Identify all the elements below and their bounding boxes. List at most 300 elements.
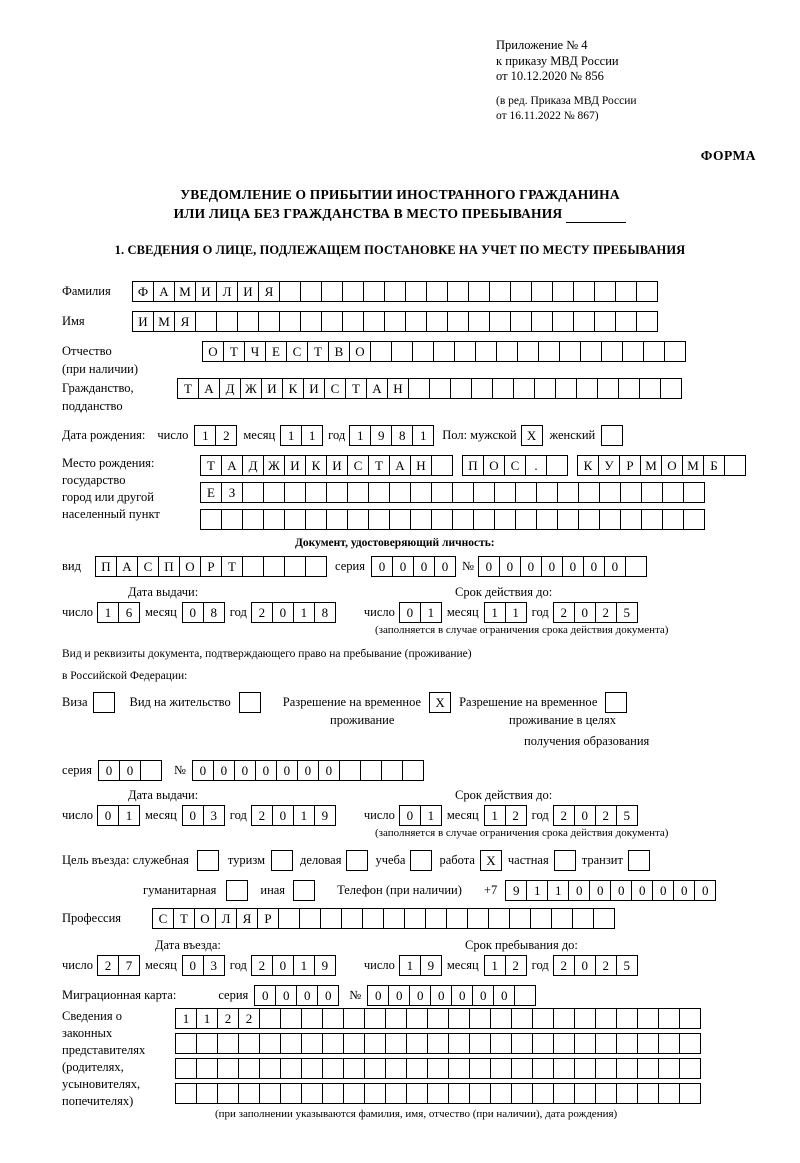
patronymic-cell-1[interactable]: О	[202, 341, 224, 362]
migration-number-cell-7[interactable]: 0	[493, 985, 515, 1006]
citizenship-cell-8[interactable]: С	[324, 378, 346, 399]
legal-reps-r2-cell-14[interactable]	[448, 1033, 470, 1054]
legal-reps-r2-cell-9[interactable]	[343, 1033, 365, 1054]
surname-cell-5[interactable]: Л	[216, 281, 238, 302]
entry-day-cell-2[interactable]: 7	[118, 955, 140, 976]
stay-number-cell-5[interactable]: 0	[276, 760, 298, 781]
stay-number-cell-6[interactable]: 0	[297, 760, 319, 781]
identity-valid-year-cell-2[interactable]: 0	[574, 602, 596, 623]
legal-reps-r3-cell-12[interactable]	[406, 1058, 428, 1079]
surname-cell-3[interactable]: М	[174, 281, 196, 302]
birthdate-day-input[interactable]	[194, 425, 237, 446]
birthplace-city-cell-8[interactable]	[724, 455, 746, 476]
patronymic-cell-11[interactable]	[412, 341, 434, 362]
identity-issue-day-cell-1[interactable]: 1	[97, 602, 119, 623]
birthplace-row2-cell-10[interactable]	[389, 482, 411, 503]
profession-cell-4[interactable]: Л	[215, 908, 237, 929]
stay-month-cell-1[interactable]: 1	[484, 955, 506, 976]
legal-reps-r3-cell-18[interactable]	[532, 1058, 554, 1079]
legal-reps-r2-cell-13[interactable]	[427, 1033, 449, 1054]
legal-reps-r2-cell-5[interactable]	[259, 1033, 281, 1054]
legal-reps-r4-cell-18[interactable]	[532, 1083, 554, 1104]
stay-issue-year-cell-3[interactable]: 1	[293, 805, 315, 826]
stay-valid-day-cell-2[interactable]: 1	[420, 805, 442, 826]
identity-issue-year-cell-2[interactable]: 0	[272, 602, 294, 623]
legal-reps-r4-cell-22[interactable]	[616, 1083, 638, 1104]
sd-issue-day-input[interactable]	[97, 805, 140, 826]
birthplace-row-1-input[interactable]	[200, 455, 746, 476]
phone-cell-6[interactable]: 0	[610, 880, 632, 901]
profession-cell-5[interactable]: Я	[236, 908, 258, 929]
surname-cell-24[interactable]	[615, 281, 637, 302]
citizenship-cell-9[interactable]: Т	[345, 378, 367, 399]
name-cell-18[interactable]	[489, 311, 511, 332]
birthplace-row3-cell-18[interactable]	[557, 509, 579, 530]
surname-cell-7[interactable]: Я	[258, 281, 280, 302]
citizenship-cell-7[interactable]: И	[303, 378, 325, 399]
birthplace-state-cell-11[interactable]: Н	[410, 455, 432, 476]
birthplace-row3-cell-2[interactable]	[221, 509, 243, 530]
legal-reps-r1-cell-4[interactable]: 2	[238, 1008, 260, 1029]
birthplace-city-cell-2[interactable]: У	[598, 455, 620, 476]
birthplace-row3-cell-23[interactable]	[662, 509, 684, 530]
stay-valid-month-cell-1[interactable]: 1	[484, 805, 506, 826]
legal-reps-r2-cell-15[interactable]	[469, 1033, 491, 1054]
stay-day-cell-2[interactable]: 9	[420, 955, 442, 976]
name-cell-17[interactable]	[468, 311, 490, 332]
legal-reps-r1-cell-3[interactable]: 2	[217, 1008, 239, 1029]
legal-reps-r2-cell-7[interactable]	[301, 1033, 323, 1054]
legal-reps-r2-cell-23[interactable]	[637, 1033, 659, 1054]
legal-reps-r4-cell-19[interactable]	[553, 1083, 575, 1104]
purpose-private-checkbox[interactable]	[554, 850, 576, 871]
profession-cell-9[interactable]	[320, 908, 342, 929]
birthplace-row3-cell-22[interactable]	[641, 509, 663, 530]
stay-number-cell-3[interactable]: 0	[234, 760, 256, 781]
phone-cell-9[interactable]: 0	[673, 880, 695, 901]
legal-reps-r1-cell-21[interactable]	[595, 1008, 617, 1029]
birthplace-type-cell-3[interactable]: С	[504, 455, 526, 476]
legal-reps-r1-cell-17[interactable]	[511, 1008, 533, 1029]
legal-reps-r4-cell-21[interactable]	[595, 1083, 617, 1104]
name-cell-6[interactable]	[237, 311, 259, 332]
birthplace-row3-cell-6[interactable]	[305, 509, 327, 530]
legal-reps-r2-cell-4[interactable]	[238, 1033, 260, 1054]
identity-type-cell-3[interactable]: С	[137, 556, 159, 577]
patronymic-cell-8[interactable]: О	[349, 341, 371, 362]
legal-reps-r4-cell-2[interactable]	[196, 1083, 218, 1104]
birthplace-row2-cell-7[interactable]	[326, 482, 348, 503]
birthplace-type-cell-5[interactable]	[546, 455, 568, 476]
surname-cell-16[interactable]	[447, 281, 469, 302]
patronymic-cell-20[interactable]	[601, 341, 623, 362]
profession-cell-1[interactable]: С	[152, 908, 174, 929]
birthplace-row3-cell-5[interactable]	[284, 509, 306, 530]
name-cell-13[interactable]	[384, 311, 406, 332]
legal-reps-row-4-input[interactable]	[175, 1083, 701, 1104]
purpose-study-checkbox[interactable]	[410, 850, 432, 871]
entry-month-cell-2[interactable]: 3	[203, 955, 225, 976]
stay-number-cell-1[interactable]: 0	[192, 760, 214, 781]
birthdate-year-cell-2[interactable]: 9	[370, 425, 392, 446]
migration-series-cell-3[interactable]: 0	[296, 985, 318, 1006]
migration-card-series-input[interactable]	[254, 985, 339, 1006]
birthplace-row2-cell-17[interactable]	[536, 482, 558, 503]
migration-card-number-input[interactable]	[367, 985, 536, 1006]
stay-series-cell-1[interactable]: 0	[98, 760, 120, 781]
surname-cell-8[interactable]	[279, 281, 301, 302]
birthplace-row3-cell-9[interactable]	[368, 509, 390, 530]
identity-type-cell-4[interactable]: П	[158, 556, 180, 577]
identity-number-cell-4[interactable]: 0	[541, 556, 563, 577]
birthplace-state-cell-8[interactable]: С	[347, 455, 369, 476]
birthplace-city-cell-4[interactable]: М	[640, 455, 662, 476]
identity-type-cell-11[interactable]	[305, 556, 327, 577]
stay-issue-month-cell-2[interactable]: 3	[203, 805, 225, 826]
surname-cell-13[interactable]	[384, 281, 406, 302]
surname-cell-17[interactable]	[468, 281, 490, 302]
birthplace-type-cell-2[interactable]: О	[483, 455, 505, 476]
legal-reps-r3-cell-21[interactable]	[595, 1058, 617, 1079]
stay-month-cell-2[interactable]: 2	[505, 955, 527, 976]
legal-reps-r2-cell-17[interactable]	[511, 1033, 533, 1054]
legal-reps-row-1-input[interactable]	[175, 1008, 701, 1029]
stay-issue-year-cell-2[interactable]: 0	[272, 805, 294, 826]
legal-reps-r3-cell-11[interactable]	[385, 1058, 407, 1079]
identity-doc-series-input[interactable]	[371, 556, 456, 577]
migration-series-cell-2[interactable]: 0	[275, 985, 297, 1006]
surname-input[interactable]	[132, 281, 658, 302]
phone-cell-5[interactable]: 0	[589, 880, 611, 901]
identity-number-cell-7[interactable]: 0	[604, 556, 626, 577]
stay-number-cell-11[interactable]	[402, 760, 424, 781]
entry-year-cell-3[interactable]: 1	[293, 955, 315, 976]
patronymic-cell-21[interactable]	[622, 341, 644, 362]
legal-reps-r1-cell-7[interactable]	[301, 1008, 323, 1029]
identity-number-cell-6[interactable]: 0	[583, 556, 605, 577]
identity-series-cell-3[interactable]: 0	[413, 556, 435, 577]
purpose-transit-checkbox[interactable]	[628, 850, 650, 871]
legal-reps-r1-cell-18[interactable]	[532, 1008, 554, 1029]
identity-issue-month-cell-2[interactable]: 8	[203, 602, 225, 623]
legal-reps-r2-cell-8[interactable]	[322, 1033, 344, 1054]
birthdate-month-cell-2[interactable]: 1	[301, 425, 323, 446]
citizenship-cell-22[interactable]	[618, 378, 640, 399]
patronymic-cell-9[interactable]	[370, 341, 392, 362]
legal-reps-r1-cell-10[interactable]	[364, 1008, 386, 1029]
legal-reps-r1-cell-6[interactable]	[280, 1008, 302, 1029]
id-issue-day-input[interactable]	[97, 602, 140, 623]
birthplace-type-cell-1[interactable]: П	[462, 455, 484, 476]
stay-day-cell-1[interactable]: 1	[399, 955, 421, 976]
patronymic-cell-17[interactable]	[538, 341, 560, 362]
patronymic-cell-3[interactable]: Ч	[244, 341, 266, 362]
stay-issue-day-cell-1[interactable]: 0	[97, 805, 119, 826]
phone-cell-10[interactable]: 0	[694, 880, 716, 901]
phone-cell-4[interactable]: 0	[568, 880, 590, 901]
stay-year-cell-4[interactable]: 5	[616, 955, 638, 976]
patronymic-cell-13[interactable]	[454, 341, 476, 362]
legal-reps-r1-cell-11[interactable]	[385, 1008, 407, 1029]
citizenship-cell-19[interactable]	[555, 378, 577, 399]
birthdate-day-cell-1[interactable]: 1	[194, 425, 216, 446]
stay-issue-year-cell-4[interactable]: 9	[314, 805, 336, 826]
legal-reps-r3-cell-6[interactable]	[280, 1058, 302, 1079]
birthdate-year-cell-3[interactable]: 8	[391, 425, 413, 446]
identity-valid-year-cell-1[interactable]: 2	[553, 602, 575, 623]
birthplace-row3-cell-3[interactable]	[242, 509, 264, 530]
migration-number-cell-2[interactable]: 0	[388, 985, 410, 1006]
identity-series-cell-2[interactable]: 0	[392, 556, 414, 577]
stay-valid-year-cell-2[interactable]: 0	[574, 805, 596, 826]
legal-reps-r3-cell-14[interactable]	[448, 1058, 470, 1079]
birthdate-month-input[interactable]	[280, 425, 323, 446]
identity-valid-day-cell-1[interactable]: 0	[399, 602, 421, 623]
surname-cell-21[interactable]	[552, 281, 574, 302]
surname-cell-6[interactable]: И	[237, 281, 259, 302]
legal-reps-r2-cell-12[interactable]	[406, 1033, 428, 1054]
birthplace-row3-cell-15[interactable]	[494, 509, 516, 530]
migration-series-cell-1[interactable]: 0	[254, 985, 276, 1006]
name-cell-2[interactable]: М	[153, 311, 175, 332]
id-valid-month-input[interactable]	[484, 602, 527, 623]
birthplace-state-cell-6[interactable]: К	[305, 455, 327, 476]
stay-series-cell-3[interactable]	[140, 760, 162, 781]
legal-reps-r2-cell-22[interactable]	[616, 1033, 638, 1054]
citizenship-cell-3[interactable]: Д	[219, 378, 241, 399]
identity-type-cell-10[interactable]	[284, 556, 306, 577]
stay-issue-day-cell-2[interactable]: 1	[118, 805, 140, 826]
identity-valid-year-cell-3[interactable]: 2	[595, 602, 617, 623]
legal-reps-r3-cell-20[interactable]	[574, 1058, 596, 1079]
birthplace-row2-cell-20[interactable]	[599, 482, 621, 503]
birthplace-row3-cell-10[interactable]	[389, 509, 411, 530]
legal-reps-r3-cell-1[interactable]	[175, 1058, 197, 1079]
name-cell-1[interactable]: И	[132, 311, 154, 332]
birthplace-row2-cell-21[interactable]	[620, 482, 642, 503]
stay-month-input[interactable]	[484, 955, 527, 976]
birthplace-state-cell-2[interactable]: А	[221, 455, 243, 476]
birthplace-row-2-input[interactable]	[200, 482, 705, 503]
legal-reps-r4-cell-16[interactable]	[490, 1083, 512, 1104]
birthplace-row2-cell-11[interactable]	[410, 482, 432, 503]
legal-reps-r1-cell-8[interactable]	[322, 1008, 344, 1029]
name-cell-15[interactable]	[426, 311, 448, 332]
sex-female-checkbox[interactable]	[601, 425, 623, 446]
birthplace-state-cell-12[interactable]	[431, 455, 453, 476]
legal-reps-r4-cell-6[interactable]	[280, 1083, 302, 1104]
profession-cell-15[interactable]	[446, 908, 468, 929]
legal-reps-row-2-input[interactable]	[175, 1033, 701, 1054]
identity-type-cell-8[interactable]	[242, 556, 264, 577]
legal-reps-r2-cell-2[interactable]	[196, 1033, 218, 1054]
birthplace-city-cell-3[interactable]: Р	[619, 455, 641, 476]
birthplace-row2-cell-24[interactable]	[683, 482, 705, 503]
legal-reps-r1-cell-24[interactable]	[658, 1008, 680, 1029]
purpose-work-checkbox[interactable]: X	[480, 850, 502, 871]
legal-reps-r4-cell-7[interactable]	[301, 1083, 323, 1104]
stay-doc-number-input[interactable]	[192, 760, 424, 781]
surname-cell-18[interactable]	[489, 281, 511, 302]
stay-valid-day-cell-1[interactable]: 0	[399, 805, 421, 826]
name-input[interactable]	[132, 311, 658, 332]
purpose-service-checkbox[interactable]	[197, 850, 219, 871]
patronymic-cell-7[interactable]: В	[328, 341, 350, 362]
identity-issue-month-cell-1[interactable]: 0	[182, 602, 204, 623]
id-issue-year-input[interactable]	[251, 602, 336, 623]
birthdate-year-input[interactable]	[349, 425, 434, 446]
phone-cell-1[interactable]: 9	[505, 880, 527, 901]
name-cell-14[interactable]	[405, 311, 427, 332]
legal-reps-r4-cell-3[interactable]	[217, 1083, 239, 1104]
migration-number-cell-1[interactable]: 0	[367, 985, 389, 1006]
name-cell-11[interactable]	[342, 311, 364, 332]
entry-month-cell-1[interactable]: 0	[182, 955, 204, 976]
legal-reps-r3-cell-15[interactable]	[469, 1058, 491, 1079]
citizenship-cell-5[interactable]: И	[261, 378, 283, 399]
entry-day-input[interactable]	[97, 955, 140, 976]
patronymic-cell-16[interactable]	[517, 341, 539, 362]
legal-reps-r1-cell-19[interactable]	[553, 1008, 575, 1029]
birthplace-row3-cell-7[interactable]	[326, 509, 348, 530]
legal-reps-r3-cell-25[interactable]	[679, 1058, 701, 1079]
identity-doc-number-input[interactable]	[478, 556, 647, 577]
legal-reps-r2-cell-21[interactable]	[595, 1033, 617, 1054]
surname-cell-11[interactable]	[342, 281, 364, 302]
migration-number-cell-4[interactable]: 0	[430, 985, 452, 1006]
patronymic-cell-14[interactable]	[475, 341, 497, 362]
citizenship-cell-21[interactable]	[597, 378, 619, 399]
profession-cell-13[interactable]	[404, 908, 426, 929]
identity-series-cell-1[interactable]: 0	[371, 556, 393, 577]
surname-cell-9[interactable]	[300, 281, 322, 302]
purpose-tourism-checkbox[interactable]	[271, 850, 293, 871]
legal-reps-row-3-input[interactable]	[175, 1058, 701, 1079]
birthplace-row-3-input[interactable]	[200, 509, 705, 530]
birthplace-row2-cell-23[interactable]	[662, 482, 684, 503]
stay-year-input[interactable]	[553, 955, 638, 976]
legal-reps-r3-cell-22[interactable]	[616, 1058, 638, 1079]
profession-cell-21[interactable]	[572, 908, 594, 929]
identity-issue-day-cell-2[interactable]: 6	[118, 602, 140, 623]
stay-number-cell-8[interactable]	[339, 760, 361, 781]
birthplace-row3-cell-21[interactable]	[620, 509, 642, 530]
identity-doc-type-input[interactable]	[95, 556, 327, 577]
birthplace-row2-cell-18[interactable]	[557, 482, 579, 503]
patronymic-cell-23[interactable]	[664, 341, 686, 362]
birthplace-row2-cell-3[interactable]	[242, 482, 264, 503]
citizenship-cell-14[interactable]	[450, 378, 472, 399]
stay-series-cell-2[interactable]: 0	[119, 760, 141, 781]
sd-issue-month-input[interactable]	[182, 805, 225, 826]
legal-reps-r4-cell-17[interactable]	[511, 1083, 533, 1104]
name-cell-21[interactable]	[552, 311, 574, 332]
birthplace-row2-cell-9[interactable]	[368, 482, 390, 503]
birthdate-day-cell-2[interactable]: 2	[215, 425, 237, 446]
sd-valid-month-input[interactable]	[484, 805, 527, 826]
legal-reps-r2-cell-25[interactable]	[679, 1033, 701, 1054]
birthplace-city-cell-1[interactable]: К	[577, 455, 599, 476]
citizenship-cell-15[interactable]	[471, 378, 493, 399]
birthplace-city-cell-6[interactable]: М	[682, 455, 704, 476]
identity-type-cell-9[interactable]	[263, 556, 285, 577]
legal-reps-r4-cell-1[interactable]	[175, 1083, 197, 1104]
legal-reps-r2-cell-10[interactable]	[364, 1033, 386, 1054]
patronymic-cell-4[interactable]: Е	[265, 341, 287, 362]
citizenship-cell-10[interactable]: А	[366, 378, 388, 399]
stay-year-cell-2[interactable]: 0	[574, 955, 596, 976]
legal-reps-r4-cell-12[interactable]	[406, 1083, 428, 1104]
profession-cell-3[interactable]: О	[194, 908, 216, 929]
legal-reps-r4-cell-5[interactable]	[259, 1083, 281, 1104]
sd-valid-year-input[interactable]	[553, 805, 638, 826]
stay-issue-year-cell-1[interactable]: 2	[251, 805, 273, 826]
sex-male-checkbox[interactable]: X	[521, 425, 543, 446]
identity-valid-month-cell-2[interactable]: 1	[505, 602, 527, 623]
birthplace-row3-cell-17[interactable]	[536, 509, 558, 530]
birthplace-row2-cell-12[interactable]	[431, 482, 453, 503]
profession-cell-16[interactable]	[467, 908, 489, 929]
surname-cell-12[interactable]	[363, 281, 385, 302]
surname-cell-22[interactable]	[573, 281, 595, 302]
legal-reps-r2-cell-19[interactable]	[553, 1033, 575, 1054]
legal-reps-r1-cell-1[interactable]: 1	[175, 1008, 197, 1029]
birthplace-row3-cell-20[interactable]	[599, 509, 621, 530]
legal-reps-r4-cell-8[interactable]	[322, 1083, 344, 1104]
legal-reps-r4-cell-15[interactable]	[469, 1083, 491, 1104]
legal-reps-r3-cell-2[interactable]	[196, 1058, 218, 1079]
profession-cell-2[interactable]: Т	[173, 908, 195, 929]
legal-reps-r2-cell-3[interactable]	[217, 1033, 239, 1054]
patronymic-cell-18[interactable]	[559, 341, 581, 362]
legal-reps-r3-cell-19[interactable]	[553, 1058, 575, 1079]
citizenship-cell-13[interactable]	[429, 378, 451, 399]
birthplace-state-cell-1[interactable]: Т	[200, 455, 222, 476]
legal-reps-r3-cell-7[interactable]	[301, 1058, 323, 1079]
legal-reps-r3-cell-17[interactable]	[511, 1058, 533, 1079]
birthplace-row3-cell-1[interactable]	[200, 509, 222, 530]
identity-type-cell-6[interactable]: Р	[200, 556, 222, 577]
entry-year-input[interactable]	[251, 955, 336, 976]
legal-reps-r3-cell-3[interactable]	[217, 1058, 239, 1079]
sd-issue-year-input[interactable]	[251, 805, 336, 826]
name-cell-19[interactable]	[510, 311, 532, 332]
profession-input[interactable]	[152, 908, 615, 929]
id-valid-day-input[interactable]	[399, 602, 442, 623]
legal-reps-r1-cell-22[interactable]	[616, 1008, 638, 1029]
legal-reps-r1-cell-5[interactable]	[259, 1008, 281, 1029]
phone-input[interactable]	[505, 880, 716, 901]
birthplace-row3-cell-12[interactable]	[431, 509, 453, 530]
birthplace-row2-cell-8[interactable]	[347, 482, 369, 503]
birthplace-state-cell-5[interactable]: И	[284, 455, 306, 476]
stay-valid-month-cell-2[interactable]: 2	[505, 805, 527, 826]
legal-reps-r2-cell-11[interactable]	[385, 1033, 407, 1054]
legal-reps-r4-cell-10[interactable]	[364, 1083, 386, 1104]
birthplace-row2-cell-4[interactable]	[263, 482, 285, 503]
identity-type-cell-1[interactable]: П	[95, 556, 117, 577]
birthplace-state-cell-9[interactable]: Т	[368, 455, 390, 476]
visa-checkbox[interactable]	[93, 692, 115, 713]
birthplace-row2-cell-2[interactable]: З	[221, 482, 243, 503]
profession-cell-11[interactable]	[362, 908, 384, 929]
stay-valid-year-cell-1[interactable]: 2	[553, 805, 575, 826]
name-cell-9[interactable]	[300, 311, 322, 332]
birthplace-row3-cell-24[interactable]	[683, 509, 705, 530]
migration-number-cell-3[interactable]: 0	[409, 985, 431, 1006]
citizenship-cell-4[interactable]: Ж	[240, 378, 262, 399]
legal-reps-r3-cell-16[interactable]	[490, 1058, 512, 1079]
